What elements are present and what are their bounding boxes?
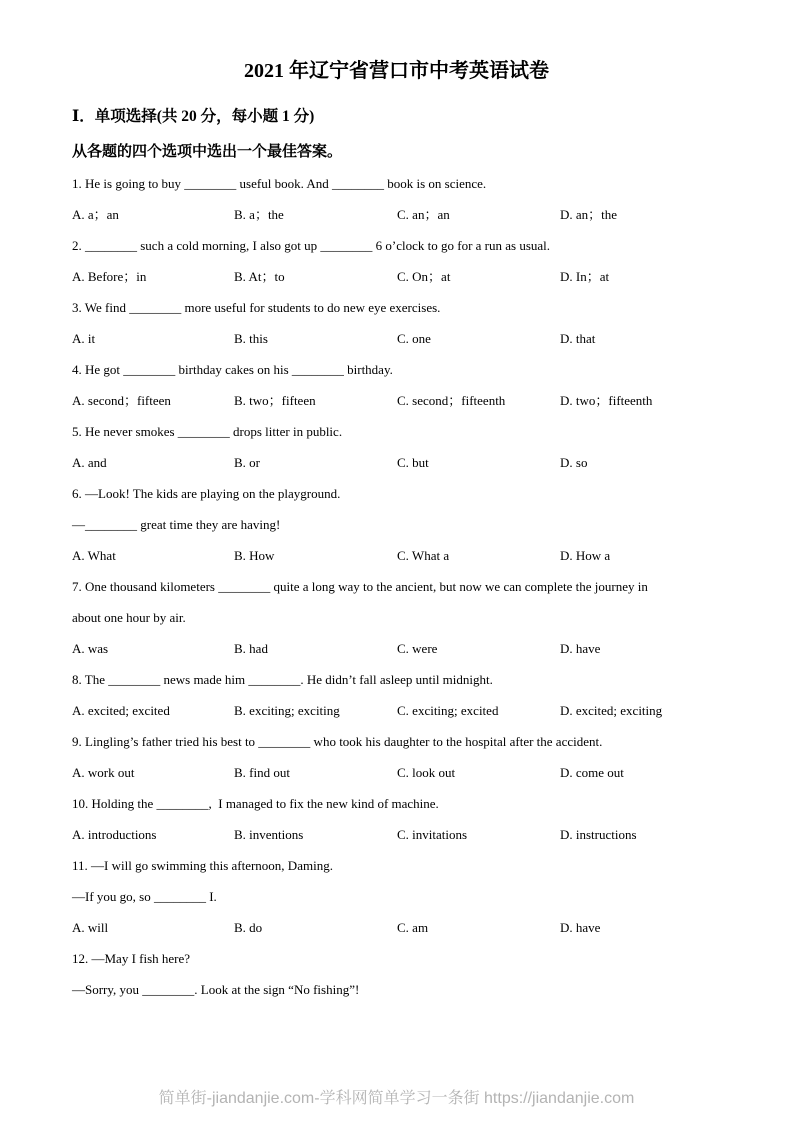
option-c: C. invitations [397,827,468,842]
option-d: D. that [560,331,596,346]
options-row [72,323,722,354]
section-instruction: 从各题的四个选项中选出一个最佳答案。 [72,144,343,160]
question-3 [72,292,722,354]
question-stem: 12. —May I fish here? [72,951,191,966]
option-a: A. excited; excited [72,703,170,718]
question-7 [72,571,722,664]
question-stem-reply: —________ great time they are having! [72,517,281,532]
option-d: D. have [560,920,601,935]
option-a: A. will [72,920,109,935]
question-stem: 1. He is going to buy ________ useful book. And ________ book is on science. [72,176,487,191]
option-b: B. this [234,331,268,346]
option-d: D. come out [560,765,624,780]
option-a: A. was [72,641,109,656]
option-b: B. a；the [234,207,284,222]
options-row [72,540,722,571]
option-b: B. two；fifteen [234,393,316,408]
question-stem: 10. Holding the ________, I managed to fix the new kind of machine. [72,796,439,811]
option-d: D. excited; exciting [560,703,663,718]
question-stem: 6. —Look! The kids are playing on the playground. [72,486,341,501]
question-stem: 2. ________ such a cold morning, I also got up ________ 6 o’clock to go for a run as usual. [72,238,551,253]
option-b: B. find out [234,765,290,780]
option-a: A. introductions [72,827,157,842]
options-row [72,819,722,850]
question-6 [72,478,722,571]
question-stem: 4. He got ________ birthday cakes on his ________ birthday. [72,362,393,377]
option-a: A. second；fifteen [72,393,171,408]
options-row [72,447,722,478]
option-c: C. look out [397,765,456,780]
option-a: A. What [72,548,116,563]
question-stem-reply: —Sorry, you ________. Look at the sign “No fishing”! [72,982,360,997]
option-c: C. one [397,331,431,346]
option-b: B. had [234,641,268,656]
question-stem: 3. We find ________ more useful for students to do new eye exercises. [72,300,441,315]
option-c: C. but [397,455,429,470]
option-b: B. How [234,548,275,563]
option-c: C. exciting; excited [397,703,499,718]
question-1 [72,168,722,230]
option-d: D. instructions [560,827,637,842]
option-d: D. an；the [560,207,618,222]
option-b: B. or [234,455,260,470]
option-a: A. work out [72,765,135,780]
option-a: A. Before；in [72,269,147,284]
option-a: A. it [72,331,96,346]
question-8 [72,664,722,726]
page-title: 2021 年辽宁省营口市中考英语试卷 [244,60,549,82]
question-stem: 11. —I will go swimming this afternoon, Daming. [72,858,333,873]
option-a: A. a；an [72,207,119,222]
question-9 [72,726,722,788]
question-12 [72,943,722,1005]
exam-body [72,101,722,1005]
option-c: C. On；at [397,269,451,284]
question-4 [72,354,722,416]
question-stem-reply: —If you go, so ________ I. [72,889,217,904]
option-b: B. do [234,920,263,935]
option-b: B. exciting; exciting [234,703,340,718]
option-a: A. and [72,455,107,470]
options-row [72,695,722,726]
section-heading: Ⅰ．单项选择(共 20 分，每小题 1 分) [72,108,315,125]
option-c: C. am [397,920,429,935]
options-row [72,912,722,943]
question-stem: 8. The ________ news made him ________. He didn’t fall asleep until midnight. [72,672,493,687]
watermark-footer: 简单街-jiandanjie.com-学科网简单学习一条街 https://jiandanjie.com [158,1090,635,1107]
question-5 [72,416,722,478]
question-stem: 7. One thousand kilometers ________ quite a long way to the ancient, but now we can complete the journey in [72,579,648,594]
option-d: D. so [560,455,588,470]
option-d: D. How a [560,548,611,563]
question-stem: 5. He never smokes ________ drops litter in public. [72,424,343,439]
option-b: B. inventions [234,827,304,842]
options-row [72,757,722,788]
option-c: C. were [397,641,438,656]
option-c: C. second；fifteenth [397,393,506,408]
option-c: C. What a [397,548,450,563]
question-10 [72,788,722,850]
options-row [72,385,722,416]
option-d: D. have [560,641,601,656]
question-stem: 9. Lingling’s father tried his best to ________ who took his daughter to the hospital after the accident. [72,734,603,749]
option-d: D. two；fifteenth [560,393,653,408]
options-row [72,261,722,292]
question-stem-continued: about one hour by air. [72,610,186,625]
question-11 [72,850,722,943]
option-d: D. In；at [560,269,610,284]
options-row [72,633,722,664]
question-2 [72,230,722,292]
option-c: C. an；an [397,207,450,222]
option-b: B. At；to [234,269,285,284]
options-row [72,199,722,230]
